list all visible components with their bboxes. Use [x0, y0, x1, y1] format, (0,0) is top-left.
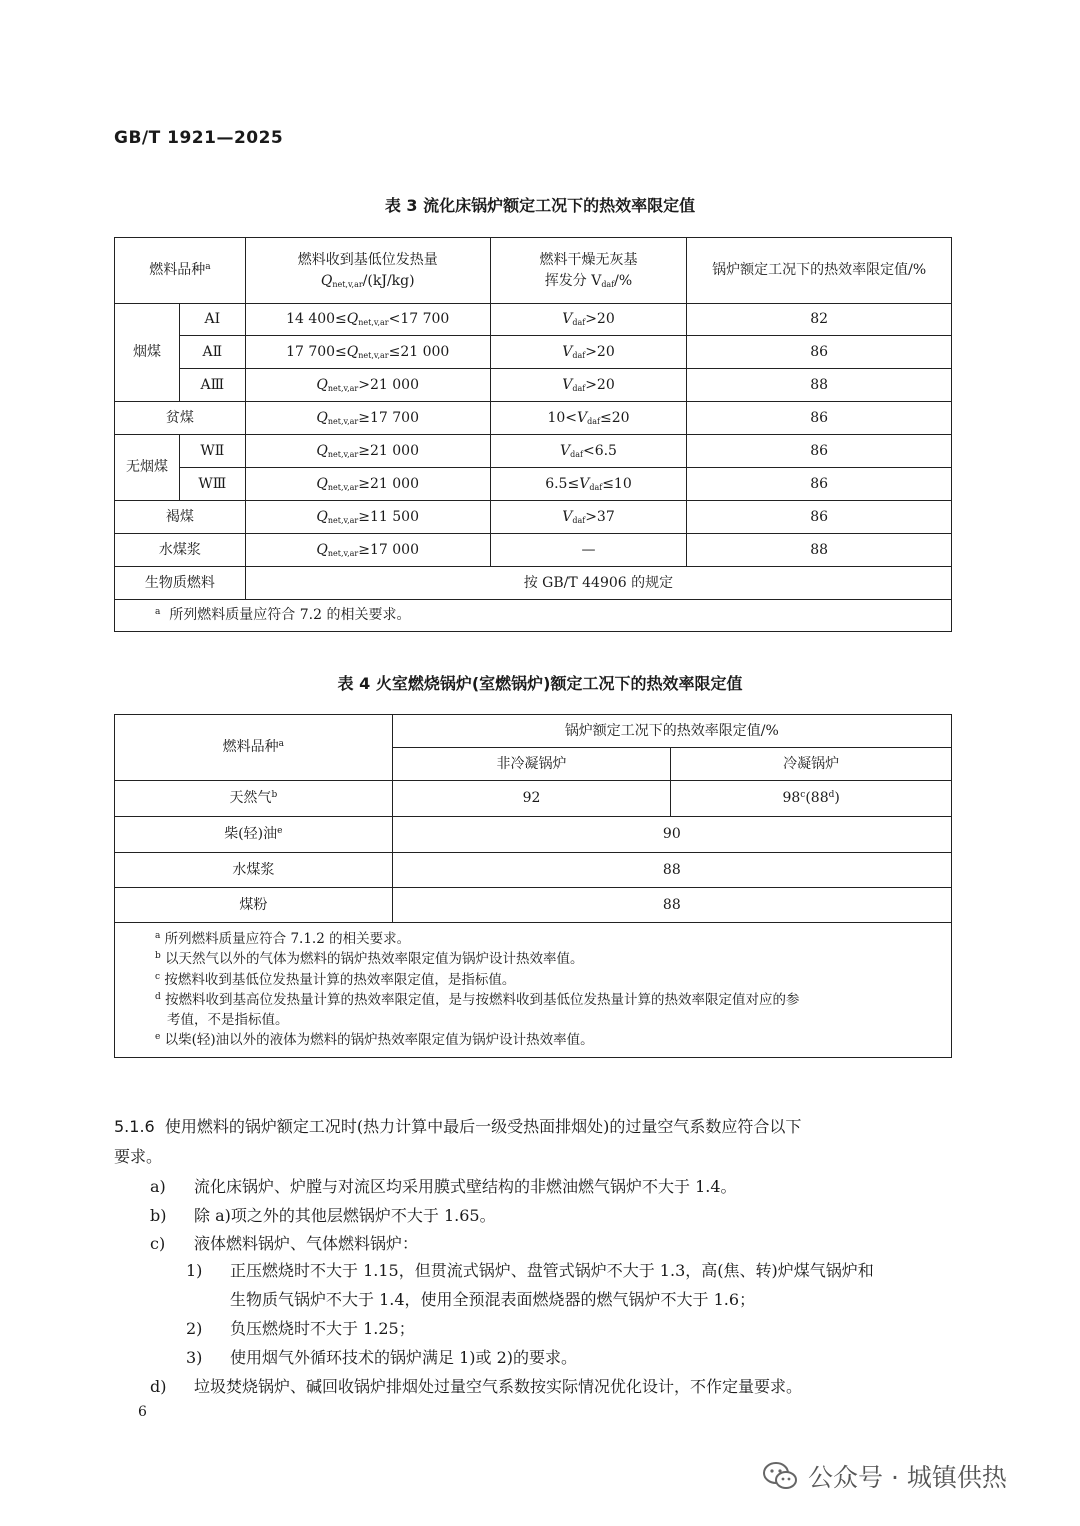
table4 [114, 714, 952, 1058]
list-item: c) 液体燃料锅炉、气体燃料锅炉： [150, 1234, 419, 1253]
volatile-cell: $V_{daf}<6.5$ [490, 435, 687, 468]
footnote: $^c$ 按燃料收到基低位发热量计算的热效率限定值，是指标值。 [155, 971, 516, 988]
heat-cell: $Q_{net,v,ar}\ge 21$ 000 [245, 468, 490, 501]
efficiency-cell: 86 [687, 402, 952, 435]
heat-cell: $Q_{net,v,ar}\ge 17$ 700 [245, 402, 490, 435]
subclass-cell: AⅡ [179, 336, 245, 369]
watermark [762, 1458, 1007, 1494]
efficiency-cell: 86 [687, 501, 952, 534]
table3 [114, 237, 952, 632]
efficiency-cell: 86 [687, 435, 952, 468]
table-row [115, 402, 952, 435]
table-row [115, 336, 952, 369]
table4-header-efficiency: 锅炉额定工况下的热效率限定值/% [392, 715, 951, 748]
table4-caption: 表 4 火室燃烧锅炉(室燃锅炉)额定工况下的热效率限定值 [337, 674, 743, 693]
table-row [115, 888, 952, 923]
heat-cell: 17 $700\le Q_{net,v,ar}\le 21$ 000 [245, 336, 490, 369]
section-intro: 5.1.6 使用燃料的锅炉额定工况时(热力计算中最后一级受热面排烟处)的过量空气系数应符合以下 要求。 [114, 1117, 802, 1166]
group-anthracite: 无烟煤 [115, 435, 180, 501]
table-row [115, 781, 952, 817]
table3-footnote: $^a$ 所列燃料质量应符合 7.2 的相关要求。 [115, 600, 952, 632]
group-cws: 水煤浆 [115, 534, 246, 567]
table-row [115, 435, 952, 468]
footnote-continuation: 考值，不是指标值。 [167, 1012, 289, 1028]
heat-cell: $Q_{net,v,ar}>21$ 000 [245, 369, 490, 402]
volatile-cell: $V_{daf}>20$ [490, 369, 687, 402]
footnote: $^e$ 以柴(轻)油以外的液体为燃料的锅炉热效率限定值为锅炉设计热效率值。 [155, 1032, 594, 1049]
list-subitem: 1) 正压燃烧时不大于 1.15，但贯流式锅炉、盘管式锅炉不大于 1.3，高(焦、转)炉煤气锅炉和 [186, 1261, 874, 1280]
heat-cell: $Q_{net,v,ar}\ge 21$ 000 [245, 435, 490, 468]
list-item: d) 垃圾焚烧锅炉、碱回收锅炉排烟处过量空气系数按实际情况优化设计，不作定量要求。 [150, 1377, 803, 1396]
table3-footnote-row [115, 600, 952, 632]
volatile-cell: $V_{daf}>20$ [490, 336, 687, 369]
volatile-cell: $V_{daf}>20$ [490, 304, 687, 336]
group-lignite: 褐煤 [115, 501, 246, 534]
table3-header-efficiency: 锅炉额定工况下的热效率限定值/% [687, 238, 952, 304]
footnote: $^a$ 所列燃料质量应符合 7.1.2 的相关要求。 [155, 931, 411, 947]
table4-header-cond: 冷凝锅炉 [671, 748, 952, 781]
group-bituminous: 烟煤 [115, 304, 180, 402]
list-subitem: 3) 使用烟气外循环技术的锅炉满足 1)或 2)的要求。 [186, 1348, 578, 1367]
table4-header-noncond: 非冷凝锅炉 [392, 748, 671, 781]
heat-cell: $Q_{net,v,ar}\ge 11$ 500 [245, 501, 490, 534]
value-cell: 90 [392, 817, 951, 853]
group-lean: 贫煤 [115, 402, 246, 435]
heat-cell: $Q_{net,v,ar}\ge 17$ 000 [245, 534, 490, 567]
volatile-cell: — [490, 534, 687, 567]
table4-header-row [115, 715, 952, 748]
value-cell: 88 [392, 853, 951, 888]
group-biomass: 生物质燃料 [115, 567, 246, 600]
table-row [115, 853, 952, 888]
fuel-cell: 水煤浆 [115, 853, 393, 888]
table-row [115, 817, 952, 853]
subclass-cell: WⅢ [179, 468, 245, 501]
list-item: b) 除 a)项之外的其他层燃锅炉不大于 1.65。 [150, 1206, 496, 1225]
fuel-cell: 煤粉 [115, 888, 393, 923]
efficiency-cell: 82 [687, 304, 952, 336]
efficiency-cell: 86 [687, 336, 952, 369]
page-number: 6 [138, 1404, 147, 1420]
subclass-cell: AⅠ [179, 304, 245, 336]
table3-header-fuel: 燃料品种$^a$ [115, 238, 246, 304]
efficiency-cell: 86 [687, 468, 952, 501]
table3-header-row [115, 238, 952, 304]
footnote: $^d$ 按燃料收到基高位发热量计算的热效率限定值，是与按燃料收到基低位发热量计算的热效率限定值对应的参 [155, 991, 800, 1008]
biomass-rule: 按 GB/T 44906 的规定 [245, 567, 951, 600]
table-row [115, 501, 952, 534]
list-subitem-continuation: 生物质气锅炉不大于 1.4，使用全预混表面燃烧器的燃气锅炉不大于 1.6； [230, 1290, 756, 1309]
volatile-cell: $V_{daf}>37$ [490, 501, 687, 534]
efficiency-cell: 88 [687, 534, 952, 567]
table-row [115, 304, 952, 336]
subclass-cell: WⅡ [179, 435, 245, 468]
table3-header-volatile: 燃料干燥无灰基 挥发分 $V_{daf}/\%$ [490, 238, 687, 304]
heat-cell: 14 $400\le Q_{net,v,ar}<17$ 700 [245, 304, 490, 336]
value-cell: 88 [392, 888, 951, 923]
table3-caption: 表 3 流化床锅炉额定工况下的热效率限定值 [384, 196, 696, 215]
volatile-cell: $6.5\le V_{daf}\le 10$ [490, 468, 687, 501]
wechat-icon [762, 1461, 798, 1491]
volatile-cell: $10<V_{daf}\le 20$ [490, 402, 687, 435]
fuel-cell: 柴(轻)油$^e$ [115, 817, 393, 853]
table3-header-heat: 燃料收到基低位发热量 $Q_{net,v,ar}/(kJ/kg)$ [245, 238, 490, 304]
watermark-text: 公众号 · 城镇供热 [808, 1463, 1007, 1492]
footnote: $^b$ 以天然气以外的气体为燃料的锅炉热效率限定值为锅炉设计热效率值。 [155, 951, 584, 968]
list-item: a) 流化床锅炉、炉膛与对流区均采用膜式壁结构的非燃油燃气锅炉不大于 1.4。 [150, 1177, 737, 1196]
table-row [115, 369, 952, 402]
list-subitem: 2) 负压燃烧时不大于 1.25； [186, 1319, 415, 1338]
table-row [115, 567, 952, 600]
subclass-cell: AⅢ [179, 369, 245, 402]
section-number: 5.1.6 [114, 1117, 155, 1136]
noncond-cell: 92 [392, 781, 671, 817]
standard-number: GB/T 1921—2025 [114, 128, 284, 148]
table4-header-fuel: 燃料品种$^a$ [115, 715, 393, 781]
table-row [115, 534, 952, 567]
table4-footnotes [115, 923, 952, 1058]
table4-footnote-row [115, 923, 952, 1058]
efficiency-cell: 88 [687, 369, 952, 402]
cond-cell: 98$^c$(88$^d$) [671, 781, 952, 817]
table-row [115, 468, 952, 501]
fuel-cell: 天然气$^b$ [115, 781, 393, 817]
